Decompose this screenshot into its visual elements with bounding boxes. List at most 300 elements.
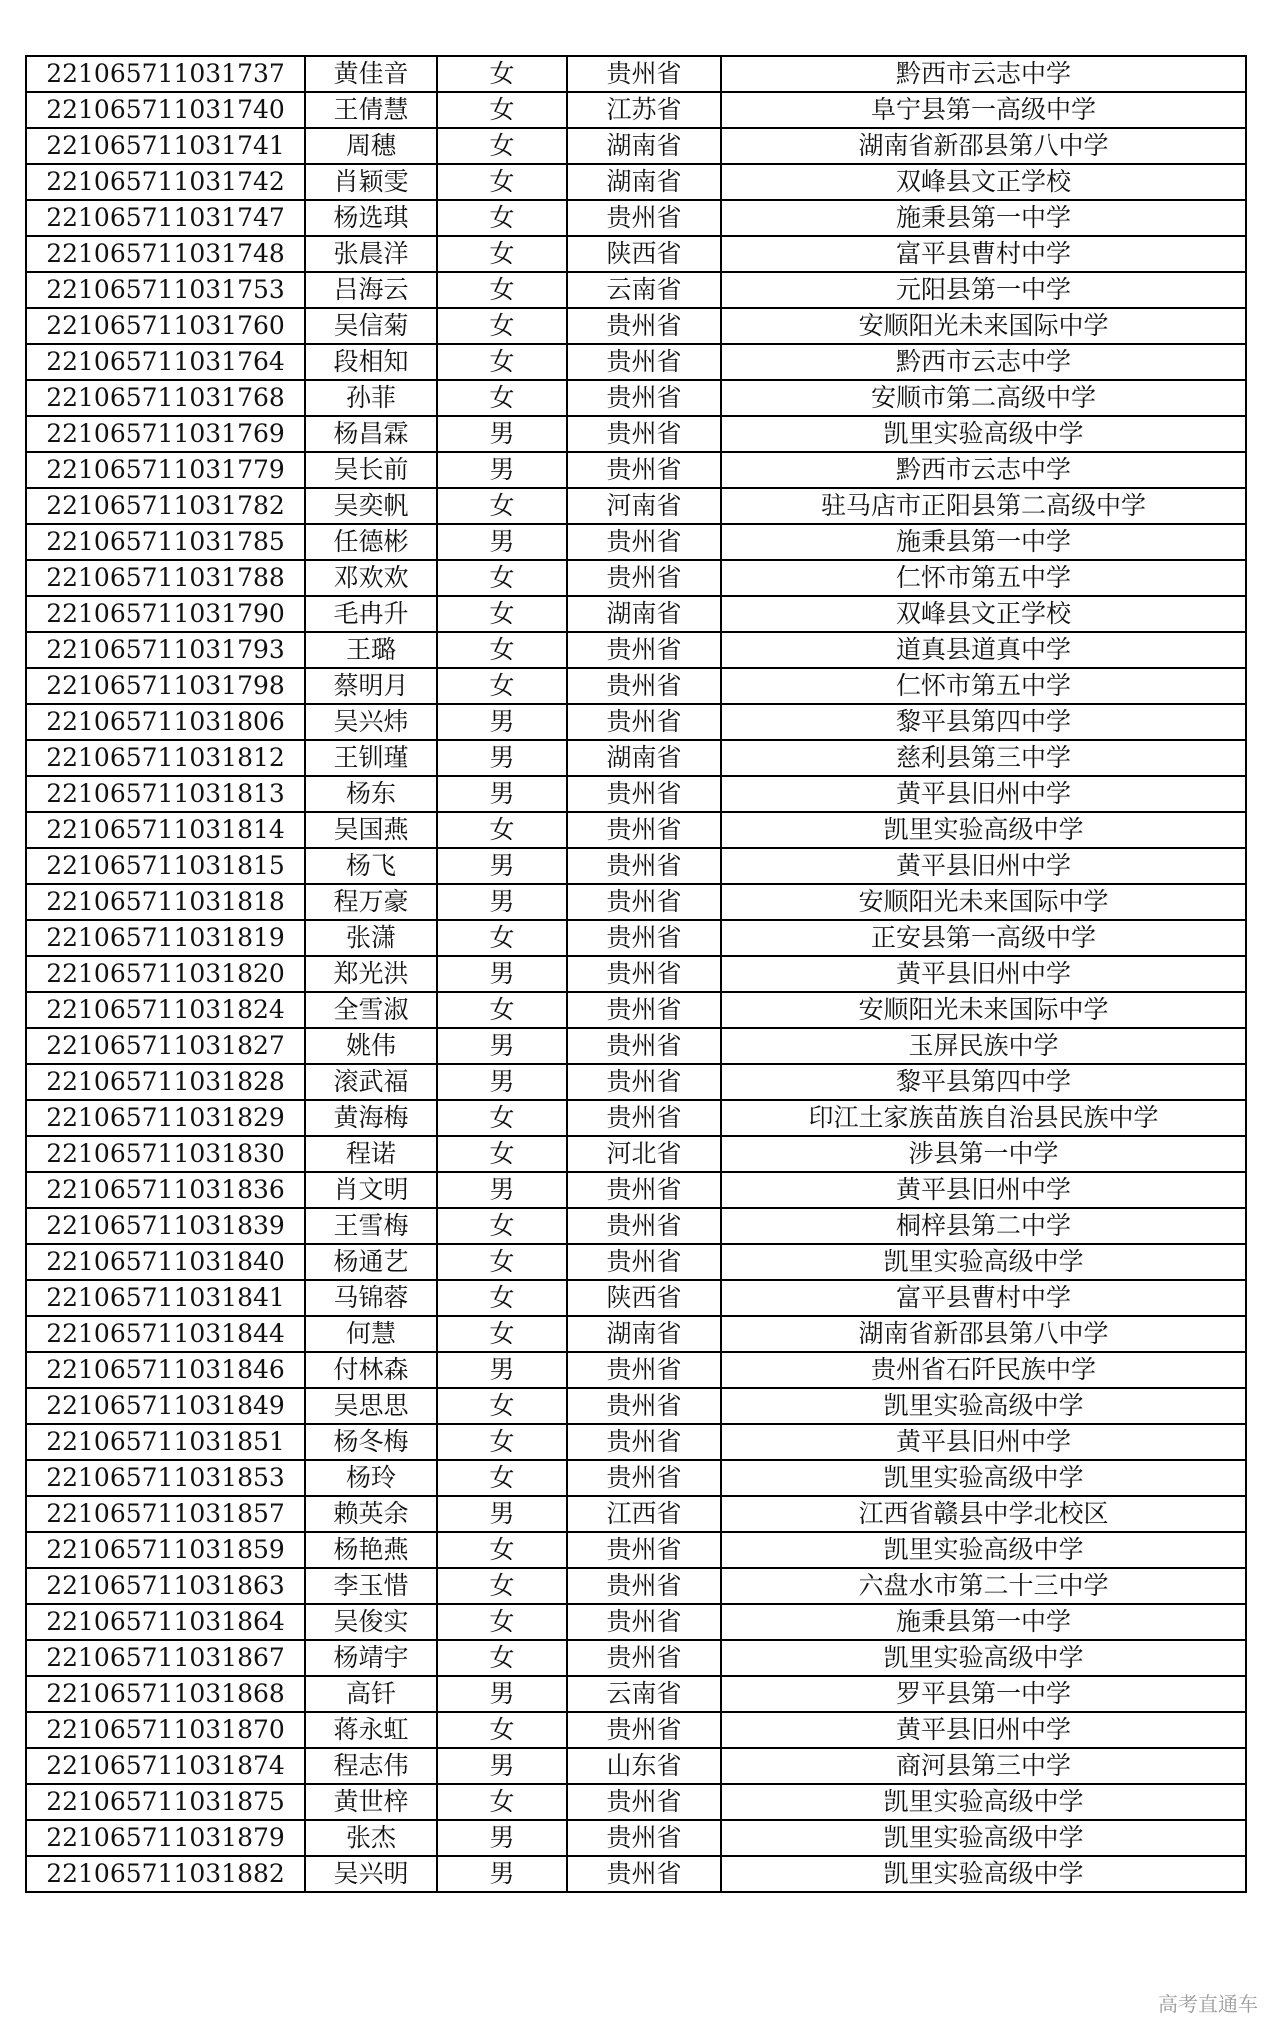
- school-cell: 凯里实验高级中学: [721, 1388, 1246, 1424]
- province-cell: 湖南省: [567, 1316, 721, 1352]
- gender-cell: 女: [437, 1604, 567, 1640]
- province-cell: 湖南省: [567, 128, 721, 164]
- candidate-id-cell: 221065711031818: [26, 884, 305, 920]
- province-cell: 贵州省: [567, 56, 721, 92]
- name-cell: 程志伟: [305, 1748, 437, 1784]
- school-cell: 阜宁县第一高级中学: [721, 92, 1246, 128]
- province-cell: 贵州省: [567, 1784, 721, 1820]
- school-cell: 涉县第一中学: [721, 1136, 1246, 1172]
- school-cell: 道真县道真中学: [721, 632, 1246, 668]
- table-row: [26, 524, 1246, 560]
- province-cell: 贵州省: [567, 1532, 721, 1568]
- name-cell: 邓欢欢: [305, 560, 437, 596]
- candidate-id-cell: 221065711031806: [26, 704, 305, 740]
- name-cell: 蒋永虹: [305, 1712, 437, 1748]
- province-cell: 湖南省: [567, 164, 721, 200]
- gender-cell: 男: [437, 956, 567, 992]
- table-row: [26, 452, 1246, 488]
- province-cell: 贵州省: [567, 452, 721, 488]
- province-cell: 贵州省: [567, 1424, 721, 1460]
- table-row: [26, 992, 1246, 1028]
- name-cell: 吴长前: [305, 452, 437, 488]
- gender-cell: 男: [437, 704, 567, 740]
- gender-cell: 男: [437, 1352, 567, 1388]
- province-cell: 贵州省: [567, 992, 721, 1028]
- table-row: [26, 164, 1246, 200]
- candidate-id-cell: 221065711031839: [26, 1208, 305, 1244]
- school-cell: 凯里实验高级中学: [721, 1820, 1246, 1856]
- name-cell: 程诺: [305, 1136, 437, 1172]
- table-row: [26, 380, 1246, 416]
- school-cell: 黎平县第四中学: [721, 704, 1246, 740]
- gender-cell: 女: [437, 596, 567, 632]
- name-cell: 段相知: [305, 344, 437, 380]
- gender-cell: 女: [437, 1712, 567, 1748]
- candidate-id-cell: 221065711031867: [26, 1640, 305, 1676]
- province-cell: 贵州省: [567, 524, 721, 560]
- school-cell: 慈利县第三中学: [721, 740, 1246, 776]
- province-cell: 贵州省: [567, 308, 721, 344]
- table-row: [26, 956, 1246, 992]
- school-cell: 黄平县旧州中学: [721, 1424, 1246, 1460]
- gender-cell: 女: [437, 164, 567, 200]
- province-cell: 贵州省: [567, 1244, 721, 1280]
- table-row: [26, 776, 1246, 812]
- name-cell: 任德彬: [305, 524, 437, 560]
- province-cell: 贵州省: [567, 1388, 721, 1424]
- candidate-id-cell: 221065711031768: [26, 380, 305, 416]
- name-cell: 黄世梓: [305, 1784, 437, 1820]
- name-cell: 吴俊实: [305, 1604, 437, 1640]
- table-row: [26, 1064, 1246, 1100]
- gender-cell: 男: [437, 1856, 567, 1892]
- candidate-id-cell: 221065711031828: [26, 1064, 305, 1100]
- school-cell: 黄平县旧州中学: [721, 1172, 1246, 1208]
- table-row: [26, 1604, 1246, 1640]
- province-cell: 贵州省: [567, 884, 721, 920]
- candidate-id-cell: 221065711031790: [26, 596, 305, 632]
- candidate-id-cell: 221065711031779: [26, 452, 305, 488]
- gender-cell: 女: [437, 1280, 567, 1316]
- table-row: [26, 236, 1246, 272]
- candidate-id-cell: 221065711031868: [26, 1676, 305, 1712]
- school-cell: 富平县曹村中学: [721, 236, 1246, 272]
- gender-cell: 女: [437, 1640, 567, 1676]
- table-row: [26, 488, 1246, 524]
- province-cell: 贵州省: [567, 956, 721, 992]
- name-cell: 全雪淑: [305, 992, 437, 1028]
- watermark: 高考直通车: [1158, 1992, 1258, 2016]
- province-cell: 贵州省: [567, 1172, 721, 1208]
- candidate-id-cell: 221065711031879: [26, 1820, 305, 1856]
- school-cell: 安顺阳光未来国际中学: [721, 992, 1246, 1028]
- table-row: [26, 1388, 1246, 1424]
- school-cell: 凯里实验高级中学: [721, 1640, 1246, 1676]
- name-cell: 杨东: [305, 776, 437, 812]
- table-row: [26, 92, 1246, 128]
- table-row: [26, 1424, 1246, 1460]
- province-cell: 山东省: [567, 1748, 721, 1784]
- school-cell: 玉屏民族中学: [721, 1028, 1246, 1064]
- roster-table: [25, 55, 1247, 1893]
- candidate-id-cell: 221065711031782: [26, 488, 305, 524]
- table-row: [26, 1640, 1246, 1676]
- candidate-id-cell: 221065711031741: [26, 128, 305, 164]
- table-row: [26, 1208, 1246, 1244]
- name-cell: 黄佳音: [305, 56, 437, 92]
- name-cell: 程万豪: [305, 884, 437, 920]
- school-cell: 罗平县第一中学: [721, 1676, 1246, 1712]
- province-cell: 贵州省: [567, 1460, 721, 1496]
- name-cell: 杨靖宇: [305, 1640, 437, 1676]
- school-cell: 凯里实验高级中学: [721, 1856, 1246, 1892]
- candidate-id-cell: 221065711031857: [26, 1496, 305, 1532]
- school-cell: 黄平县旧州中学: [721, 1712, 1246, 1748]
- gender-cell: 女: [437, 632, 567, 668]
- name-cell: 高钎: [305, 1676, 437, 1712]
- table-row: [26, 1172, 1246, 1208]
- school-cell: 富平县曹村中学: [721, 1280, 1246, 1316]
- table-row: [26, 1532, 1246, 1568]
- gender-cell: 女: [437, 1388, 567, 1424]
- name-cell: 吴国燕: [305, 812, 437, 848]
- candidate-id-cell: 221065711031844: [26, 1316, 305, 1352]
- table-row: [26, 1244, 1246, 1280]
- school-cell: 凯里实验高级中学: [721, 812, 1246, 848]
- candidate-id-cell: 221065711031798: [26, 668, 305, 704]
- school-cell: 双峰县文正学校: [721, 164, 1246, 200]
- school-cell: 湖南省新邵县第八中学: [721, 128, 1246, 164]
- province-cell: 贵州省: [567, 200, 721, 236]
- candidate-id-cell: 221065711031813: [26, 776, 305, 812]
- candidate-id-cell: 221065711031748: [26, 236, 305, 272]
- candidate-id-cell: 221065711031785: [26, 524, 305, 560]
- table-row: [26, 1568, 1246, 1604]
- gender-cell: 女: [437, 1100, 567, 1136]
- gender-cell: 女: [437, 344, 567, 380]
- name-cell: 滚武福: [305, 1064, 437, 1100]
- school-cell: 仁怀市第五中学: [721, 560, 1246, 596]
- name-cell: 张杰: [305, 1820, 437, 1856]
- name-cell: 王钏瑾: [305, 740, 437, 776]
- candidate-id-cell: 221065711031824: [26, 992, 305, 1028]
- name-cell: 杨选琪: [305, 200, 437, 236]
- gender-cell: 女: [437, 1136, 567, 1172]
- table-row: [26, 668, 1246, 704]
- province-cell: 江西省: [567, 1496, 721, 1532]
- school-cell: 商河县第三中学: [721, 1748, 1246, 1784]
- province-cell: 贵州省: [567, 1064, 721, 1100]
- candidate-id-cell: 221065711031827: [26, 1028, 305, 1064]
- table-row: [26, 56, 1246, 92]
- gender-cell: 男: [437, 1496, 567, 1532]
- school-cell: 黔西市云志中学: [721, 344, 1246, 380]
- school-cell: 黄平县旧州中学: [721, 848, 1246, 884]
- province-cell: 贵州省: [567, 344, 721, 380]
- table-row: [26, 200, 1246, 236]
- province-cell: 贵州省: [567, 848, 721, 884]
- province-cell: 河南省: [567, 488, 721, 524]
- school-cell: 凯里实验高级中学: [721, 1532, 1246, 1568]
- table-row: [26, 1460, 1246, 1496]
- candidate-id-cell: 221065711031764: [26, 344, 305, 380]
- province-cell: 江苏省: [567, 92, 721, 128]
- province-cell: 贵州省: [567, 1604, 721, 1640]
- table-row: [26, 740, 1246, 776]
- table-row: [26, 632, 1246, 668]
- province-cell: 贵州省: [567, 812, 721, 848]
- name-cell: 杨冬梅: [305, 1424, 437, 1460]
- gender-cell: 女: [437, 380, 567, 416]
- school-cell: 施秉县第一中学: [721, 524, 1246, 560]
- province-cell: 贵州省: [567, 1208, 721, 1244]
- gender-cell: 女: [437, 1784, 567, 1820]
- gender-cell: 男: [437, 452, 567, 488]
- gender-cell: 女: [437, 560, 567, 596]
- name-cell: 杨昌霖: [305, 416, 437, 452]
- province-cell: 贵州省: [567, 704, 721, 740]
- gender-cell: 男: [437, 1064, 567, 1100]
- table-row: [26, 1028, 1246, 1064]
- name-cell: 马锦蓉: [305, 1280, 437, 1316]
- candidate-id-cell: 221065711031814: [26, 812, 305, 848]
- school-cell: 凯里实验高级中学: [721, 1460, 1246, 1496]
- gender-cell: 男: [437, 1748, 567, 1784]
- candidate-id-cell: 221065711031815: [26, 848, 305, 884]
- table-row: [26, 884, 1246, 920]
- roster-body: [26, 56, 1246, 1892]
- province-cell: 贵州省: [567, 416, 721, 452]
- school-cell: 凯里实验高级中学: [721, 1784, 1246, 1820]
- candidate-id-cell: 221065711031769: [26, 416, 305, 452]
- table-row: [26, 848, 1246, 884]
- candidate-id-cell: 221065711031788: [26, 560, 305, 596]
- gender-cell: 男: [437, 1676, 567, 1712]
- gender-cell: 女: [437, 272, 567, 308]
- candidate-id-cell: 221065711031819: [26, 920, 305, 956]
- candidate-id-cell: 221065711031830: [26, 1136, 305, 1172]
- gender-cell: 女: [437, 92, 567, 128]
- candidate-id-cell: 221065711031841: [26, 1280, 305, 1316]
- table-row: [26, 1676, 1246, 1712]
- table-row: [26, 812, 1246, 848]
- table-row: [26, 920, 1246, 956]
- name-cell: 吴兴炜: [305, 704, 437, 740]
- table-row: [26, 596, 1246, 632]
- table-row: [26, 1784, 1246, 1820]
- name-cell: 吴奕帆: [305, 488, 437, 524]
- gender-cell: 女: [437, 308, 567, 344]
- school-cell: 黄平县旧州中学: [721, 956, 1246, 992]
- gender-cell: 女: [437, 1532, 567, 1568]
- candidate-id-cell: 221065711031840: [26, 1244, 305, 1280]
- table-row: [26, 1352, 1246, 1388]
- table-row: [26, 1280, 1246, 1316]
- table-row: [26, 308, 1246, 344]
- candidate-id-cell: 221065711031882: [26, 1856, 305, 1892]
- gender-cell: 女: [437, 128, 567, 164]
- name-cell: 吴思思: [305, 1388, 437, 1424]
- school-cell: 六盘水市第二十三中学: [721, 1568, 1246, 1604]
- name-cell: 王倩慧: [305, 92, 437, 128]
- province-cell: 陕西省: [567, 1280, 721, 1316]
- name-cell: 孙菲: [305, 380, 437, 416]
- province-cell: 贵州省: [567, 632, 721, 668]
- name-cell: 吴信菊: [305, 308, 437, 344]
- school-cell: 黄平县旧州中学: [721, 776, 1246, 812]
- gender-cell: 男: [437, 740, 567, 776]
- name-cell: 王雪梅: [305, 1208, 437, 1244]
- school-cell: 仁怀市第五中学: [721, 668, 1246, 704]
- province-cell: 贵州省: [567, 380, 721, 416]
- gender-cell: 女: [437, 812, 567, 848]
- school-cell: 安顺阳光未来国际中学: [721, 884, 1246, 920]
- table-row: [26, 1712, 1246, 1748]
- province-cell: 湖南省: [567, 740, 721, 776]
- province-cell: 贵州省: [567, 560, 721, 596]
- name-cell: 周穗: [305, 128, 437, 164]
- name-cell: 肖文明: [305, 1172, 437, 1208]
- table-row: [26, 1100, 1246, 1136]
- gender-cell: 男: [437, 524, 567, 560]
- name-cell: 李玉惜: [305, 1568, 437, 1604]
- gender-cell: 男: [437, 848, 567, 884]
- province-cell: 贵州省: [567, 1640, 721, 1676]
- province-cell: 云南省: [567, 272, 721, 308]
- name-cell: 姚伟: [305, 1028, 437, 1064]
- candidate-id-cell: 221065711031740: [26, 92, 305, 128]
- name-cell: 蔡明月: [305, 668, 437, 704]
- name-cell: 杨玲: [305, 1460, 437, 1496]
- candidate-id-cell: 221065711031753: [26, 272, 305, 308]
- gender-cell: 女: [437, 920, 567, 956]
- school-cell: 正安县第一高级中学: [721, 920, 1246, 956]
- name-cell: 郑光洪: [305, 956, 437, 992]
- candidate-id-cell: 221065711031874: [26, 1748, 305, 1784]
- candidate-id-cell: 221065711031851: [26, 1424, 305, 1460]
- school-cell: 桐梓县第二中学: [721, 1208, 1246, 1244]
- name-cell: 杨通艺: [305, 1244, 437, 1280]
- name-cell: 吕海云: [305, 272, 437, 308]
- gender-cell: 女: [437, 200, 567, 236]
- table-row: [26, 1748, 1246, 1784]
- school-cell: 江西省赣县中学北校区: [721, 1496, 1246, 1532]
- name-cell: 毛冉升: [305, 596, 437, 632]
- school-cell: 印江土家族苗族自治县民族中学: [721, 1100, 1246, 1136]
- candidate-id-cell: 221065711031849: [26, 1388, 305, 1424]
- gender-cell: 男: [437, 776, 567, 812]
- name-cell: 杨飞: [305, 848, 437, 884]
- school-cell: 黎平县第四中学: [721, 1064, 1246, 1100]
- candidate-id-cell: 221065711031747: [26, 200, 305, 236]
- province-cell: 贵州省: [567, 1820, 721, 1856]
- school-cell: 驻马店市正阳县第二高级中学: [721, 488, 1246, 524]
- candidate-id-cell: 221065711031812: [26, 740, 305, 776]
- name-cell: 杨艳燕: [305, 1532, 437, 1568]
- table-row: [26, 1316, 1246, 1352]
- name-cell: 黄海梅: [305, 1100, 437, 1136]
- gender-cell: 女: [437, 668, 567, 704]
- school-cell: 贵州省石阡民族中学: [721, 1352, 1246, 1388]
- name-cell: 何慧: [305, 1316, 437, 1352]
- table-row: [26, 128, 1246, 164]
- school-cell: 安顺市第二高级中学: [721, 380, 1246, 416]
- province-cell: 贵州省: [567, 1712, 721, 1748]
- table-row: [26, 1820, 1246, 1856]
- name-cell: 付林森: [305, 1352, 437, 1388]
- candidate-id-cell: 221065711031820: [26, 956, 305, 992]
- table-row: [26, 1856, 1246, 1892]
- gender-cell: 女: [437, 1208, 567, 1244]
- name-cell: 赖英余: [305, 1496, 437, 1532]
- table-row: [26, 1496, 1246, 1532]
- school-cell: 双峰县文正学校: [721, 596, 1246, 632]
- table-row: [26, 272, 1246, 308]
- gender-cell: 女: [437, 1244, 567, 1280]
- candidate-id-cell: 221065711031836: [26, 1172, 305, 1208]
- gender-cell: 男: [437, 1028, 567, 1064]
- province-cell: 贵州省: [567, 1856, 721, 1892]
- gender-cell: 男: [437, 884, 567, 920]
- province-cell: 贵州省: [567, 920, 721, 956]
- gender-cell: 男: [437, 1820, 567, 1856]
- province-cell: 陕西省: [567, 236, 721, 272]
- name-cell: 王璐: [305, 632, 437, 668]
- table-row: [26, 704, 1246, 740]
- gender-cell: 女: [437, 1316, 567, 1352]
- school-cell: 凯里实验高级中学: [721, 416, 1246, 452]
- school-cell: 黔西市云志中学: [721, 452, 1246, 488]
- school-cell: 安顺阳光未来国际中学: [721, 308, 1246, 344]
- school-cell: 黔西市云志中学: [721, 56, 1246, 92]
- name-cell: 肖颖雯: [305, 164, 437, 200]
- gender-cell: 女: [437, 236, 567, 272]
- province-cell: 河北省: [567, 1136, 721, 1172]
- school-cell: 凯里实验高级中学: [721, 1244, 1246, 1280]
- candidate-id-cell: 221065711031875: [26, 1784, 305, 1820]
- candidate-id-cell: 221065711031829: [26, 1100, 305, 1136]
- name-cell: 吴兴明: [305, 1856, 437, 1892]
- province-cell: 云南省: [567, 1676, 721, 1712]
- school-cell: 元阳县第一中学: [721, 272, 1246, 308]
- table-row: [26, 344, 1246, 380]
- province-cell: 贵州省: [567, 776, 721, 812]
- province-cell: 湖南省: [567, 596, 721, 632]
- gender-cell: 女: [437, 56, 567, 92]
- gender-cell: 男: [437, 1172, 567, 1208]
- candidate-id-cell: 221065711031863: [26, 1568, 305, 1604]
- gender-cell: 男: [437, 416, 567, 452]
- gender-cell: 女: [437, 1460, 567, 1496]
- candidate-id-cell: 221065711031864: [26, 1604, 305, 1640]
- candidate-id-cell: 221065711031737: [26, 56, 305, 92]
- candidate-id-cell: 221065711031846: [26, 1352, 305, 1388]
- school-cell: 湖南省新邵县第八中学: [721, 1316, 1246, 1352]
- candidate-id-cell: 221065711031853: [26, 1460, 305, 1496]
- province-cell: 贵州省: [567, 1568, 721, 1604]
- school-cell: 施秉县第一中学: [721, 1604, 1246, 1640]
- candidate-id-cell: 221065711031742: [26, 164, 305, 200]
- province-cell: 贵州省: [567, 668, 721, 704]
- table-row: [26, 1136, 1246, 1172]
- gender-cell: 女: [437, 1424, 567, 1460]
- gender-cell: 女: [437, 1568, 567, 1604]
- table-row: [26, 560, 1246, 596]
- province-cell: 贵州省: [567, 1352, 721, 1388]
- name-cell: 张潇: [305, 920, 437, 956]
- candidate-id-cell: 221065711031870: [26, 1712, 305, 1748]
- candidate-id-cell: 221065711031793: [26, 632, 305, 668]
